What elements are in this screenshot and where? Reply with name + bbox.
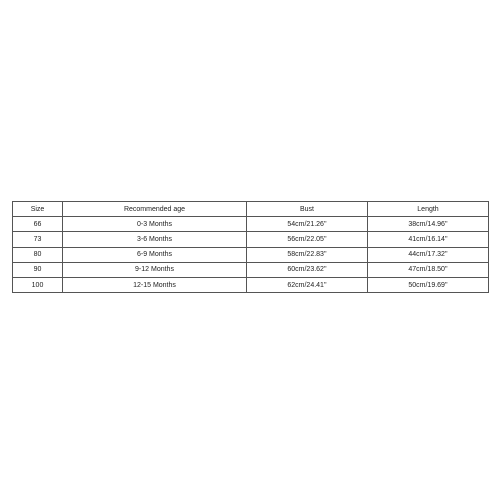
cell-size: 66 xyxy=(13,217,63,232)
cell-bust: 60cm/23.62'' xyxy=(247,262,368,277)
cell-length: 44cm/17.32'' xyxy=(368,247,489,262)
cell-size: 90 xyxy=(13,262,63,277)
cell-bust: 62cm/24.41'' xyxy=(247,277,368,292)
cell-recommended-age: 3-6 Months xyxy=(63,232,247,247)
table-row xyxy=(13,217,489,232)
cell-length: 47cm/18.50'' xyxy=(368,262,489,277)
header-size: Size xyxy=(13,202,63,217)
cell-bust: 58cm/22.83'' xyxy=(247,247,368,262)
table-row xyxy=(13,262,489,277)
cell-bust: 56cm/22.05'' xyxy=(247,232,368,247)
cell-recommended-age: 9-12 Months xyxy=(63,262,247,277)
cell-recommended-age: 6-9 Months xyxy=(63,247,247,262)
cell-length: 41cm/16.14'' xyxy=(368,232,489,247)
table-row xyxy=(13,247,489,262)
table-row xyxy=(13,277,489,292)
cell-length: 38cm/14.96'' xyxy=(368,217,489,232)
table-header-row xyxy=(13,202,489,217)
cell-bust: 54cm/21.26'' xyxy=(247,217,368,232)
cell-size: 100 xyxy=(13,277,63,292)
cell-recommended-age: 12-15 Months xyxy=(63,277,247,292)
header-length: Length xyxy=(368,202,489,217)
cell-length: 50cm/19.69'' xyxy=(368,277,489,292)
header-recommended-age: Recommended age xyxy=(63,202,247,217)
table-row xyxy=(13,232,489,247)
cell-recommended-age: 0-3 Months xyxy=(63,217,247,232)
cell-size: 80 xyxy=(13,247,63,262)
cell-size: 73 xyxy=(13,232,63,247)
size-chart-table xyxy=(12,201,489,293)
header-bust: Bust xyxy=(247,202,368,217)
